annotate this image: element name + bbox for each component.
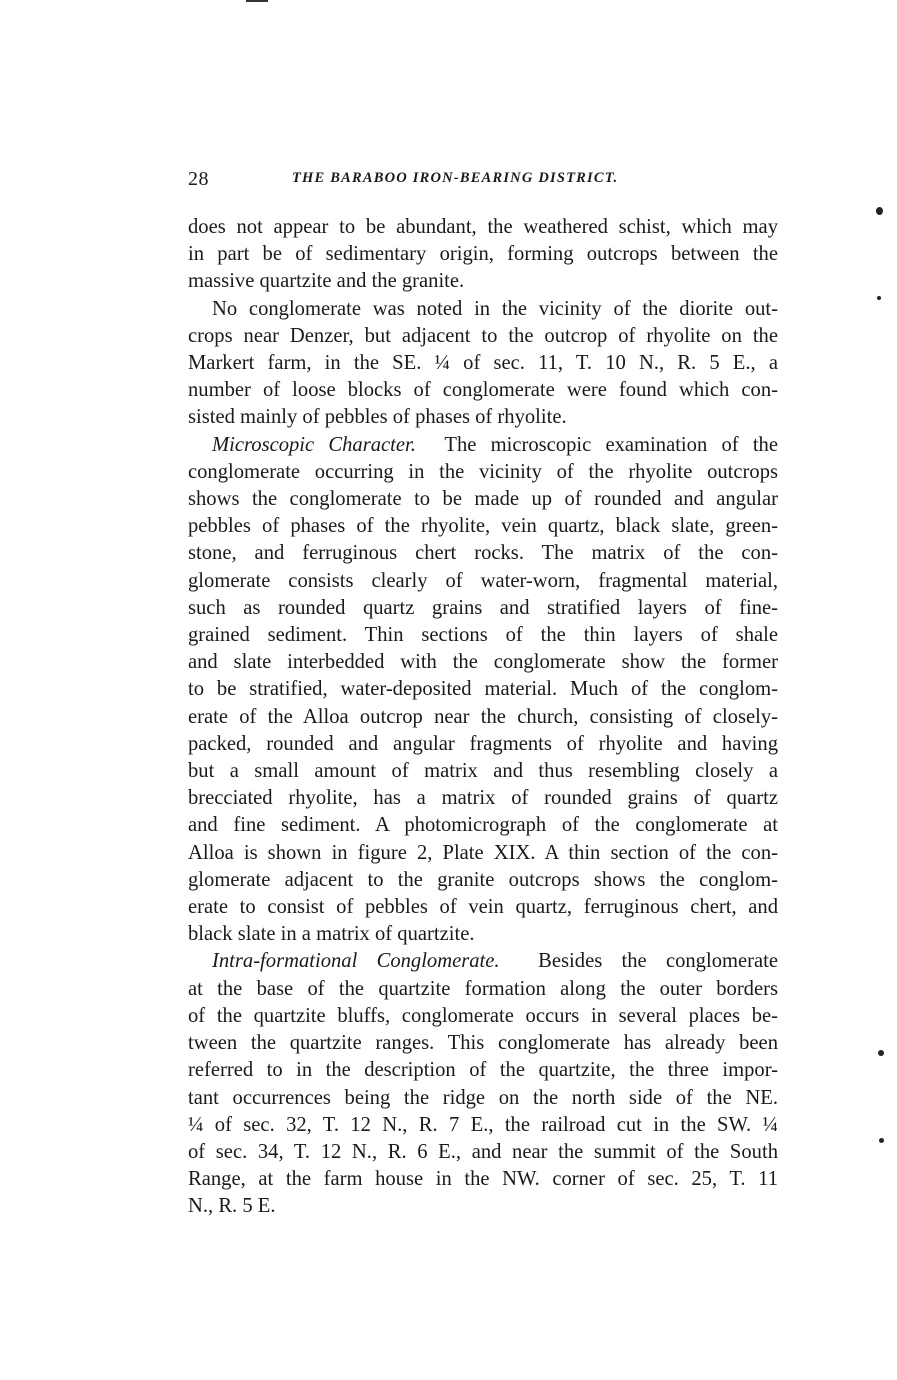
text-line: and slate interbedded with the conglomerate show the former [188,651,778,674]
text-line: pebbles of phases of the rhyolite, vein quartz, black slate, green- [188,515,778,538]
text-line: packed, rounded and angular fragments of rhyolite and having [188,732,778,755]
text-line: Alloa is shown in figure 2, Plate XIX. A thin section of the con- [188,841,778,864]
text-line: tween the quartzite ranges. This conglomerate has already been [188,1032,778,1055]
text-line: such as rounded quartz grains and stratified layers of fine- [188,596,778,619]
top-edge-mark [246,0,268,2]
page-header [188,166,778,194]
text-line: tant occurrences being the ridge on the north side of the NE. [188,1086,778,1109]
text-line: referred to in the description of the quartzite, the three impor- [188,1059,778,1082]
text-line: at the base of the quartzite formation along the outer borders [188,977,778,1000]
page-number: 28 [188,168,209,190]
text-line: grained sediment. Thin sections of the thin layers of shale [188,624,778,647]
scan-speck [876,207,883,215]
text-line: stone, and ferruginous chert rocks. The matrix of the con- [188,542,778,565]
text-line: brecciated rhyolite, has a matrix of rounded grains of quartz [188,787,778,810]
text-line: of the quartzite bluffs, conglomerate occurs in several places be- [188,1004,778,1027]
text-line: ¼ of sec. 32, T. 12 N., R. 7 E., the railroad cut in the SW. ¼ [188,1113,778,1136]
text-line-rest: The microscopic examination of the [444,433,778,456]
paragraph-intra-formational-conglomerate [188,948,778,1220]
text-line: sisted mainly of pebbles of phases of rhyolite. [188,406,567,429]
text-line: N., R. 5 E. [188,1195,276,1218]
scan-speck [877,296,881,300]
text-line-rest: Besides the conglomerate [538,950,779,973]
scan-speck [879,1138,884,1143]
body-text [188,214,778,1221]
paragraph-2 [188,296,778,432]
text-line: number of loose blocks of conglomerate were found which con- [188,379,778,402]
text-line: to be stratified, water-deposited material. Much of the conglom- [188,678,778,701]
text-line: crops near Denzer, but adjacent to the outcrop of rhyolite on the [188,324,778,347]
paragraph-microscopic-character [188,432,778,949]
text-line [188,948,778,975]
text-line: but a small amount of matrix and thus resembling closely a [188,760,778,783]
running-head: THE BARABOO IRON-BEARING DISTRICT. [292,170,619,186]
text-line: conglomerate occurring in the vicinity of the rhyolite outcrops [188,460,778,483]
text-line: erate to consist of pebbles of vein quartz, ferruginous chert, and [188,896,778,919]
text-line: shows the conglomerate to be made up of rounded and angular [188,488,778,511]
section-heading: Intra-formational Conglomerate. [212,950,500,973]
text-line: glomerate consists clearly of water-worn, fragmental material, [188,569,778,592]
text-line: of sec. 34, T. 12 N., R. 6 E., and near the summit of the South [188,1140,778,1163]
text-line: Markert farm, in the SE. ¼ of sec. 11, T. 10 N., R. 5 E., a [188,352,778,375]
section-heading: Microscopic Character. [212,433,416,456]
text-line: black slate in a matrix of quartzite. [188,923,475,946]
text-line: massive quartzite and the granite. [188,270,465,293]
text-line: does not appear to be abundant, the weathered schist, which may [188,216,778,238]
text-line: in part be of sedimentary origin, forming outcrops between the [188,243,778,266]
text-line: and fine sediment. A photomicrograph of the conglomerate at [188,814,778,837]
text-line: erate of the Alloa outcrop near the church, consisting of closely- [188,705,778,728]
text-line [188,432,778,459]
text-line: Range, at the farm house in the NW. corner of sec. 25, T. 11 [188,1168,778,1191]
text-line: glomerate adjacent to the granite outcrops shows the conglom- [188,868,778,891]
text-line: No conglomerate was noted in the vicinity of the diorite out- [212,297,778,320]
paragraph-1 [188,214,778,296]
scan-speck [878,1050,884,1056]
